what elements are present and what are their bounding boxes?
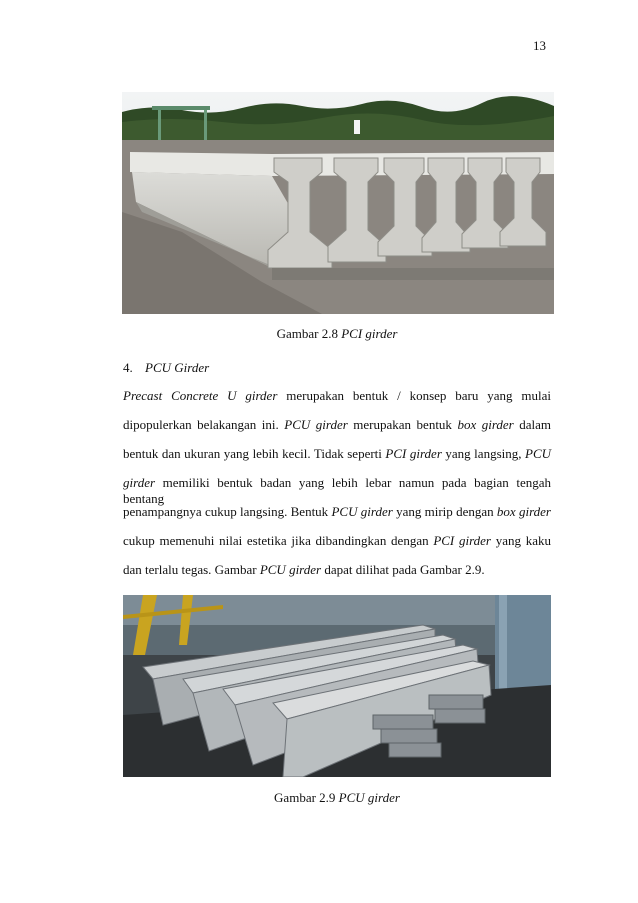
caption-prefix: Gambar 2.9 — [274, 790, 339, 805]
text-italic: PCU girder — [331, 504, 393, 519]
text: merupakan bentuk — [347, 417, 458, 432]
text: dan terlalu tegas. Gambar — [123, 562, 260, 577]
text-italic: PCU girder — [284, 417, 348, 432]
figure-2-8-caption — [123, 326, 551, 342]
paragraph-line-4 — [123, 475, 551, 507]
paragraph-line-2 — [123, 417, 551, 433]
caption-italic: PCU girder — [338, 790, 400, 805]
text: dalam — [513, 417, 551, 432]
caption-prefix: Gambar 2.8 — [276, 326, 342, 341]
paragraph-line-6 — [123, 533, 551, 549]
text-italic: Precast Concrete U girder — [123, 388, 278, 403]
paragraph-line-5 — [123, 504, 551, 520]
text: dipopulerkan belakangan ini. — [123, 417, 285, 432]
text: dapat dilihat pada Gambar 2.9. — [321, 562, 485, 577]
text-italic: PCI girder — [433, 533, 491, 548]
caption-italic: PCI girder — [341, 326, 398, 341]
text: penampangnya cukup langsing. Bentuk — [123, 504, 332, 519]
text: merupakan bentuk / konsep baru yang mulai — [277, 388, 551, 403]
pcu-girder-photo — [123, 595, 551, 777]
paragraph-line-7 — [123, 562, 551, 578]
text: yang kaku — [491, 533, 551, 548]
paragraph-line-3 — [123, 446, 551, 462]
text: memiliki bentuk badan yang lebih lebar namun pada bagian tengah bentang — [123, 475, 551, 506]
figure-2-9-caption — [123, 790, 551, 806]
page-number: 13 — [533, 38, 546, 53]
text-italic: PCU girder — [259, 562, 322, 577]
text: bentuk dan ukuran yang lebih kecil. Tidak seperti — [123, 446, 386, 461]
text: yang mirip dengan — [392, 504, 497, 519]
paragraph-line-1 — [123, 388, 551, 404]
text-italic: box girder — [457, 417, 514, 432]
text-italic: PCI girder — [385, 446, 442, 461]
section-number: 4. — [123, 360, 133, 375]
text-italic: box girder — [496, 504, 551, 519]
text-italic: girder — [123, 475, 156, 490]
section-title: PCU Girder — [145, 360, 210, 375]
pci-girder-photo — [122, 92, 554, 314]
text: cukup memenuhi nilai estetika jika dibandingkan dengan — [123, 533, 434, 548]
section-heading — [123, 360, 209, 376]
text: yang langsing, — [441, 446, 525, 461]
text-italic: PCU — [525, 446, 551, 461]
